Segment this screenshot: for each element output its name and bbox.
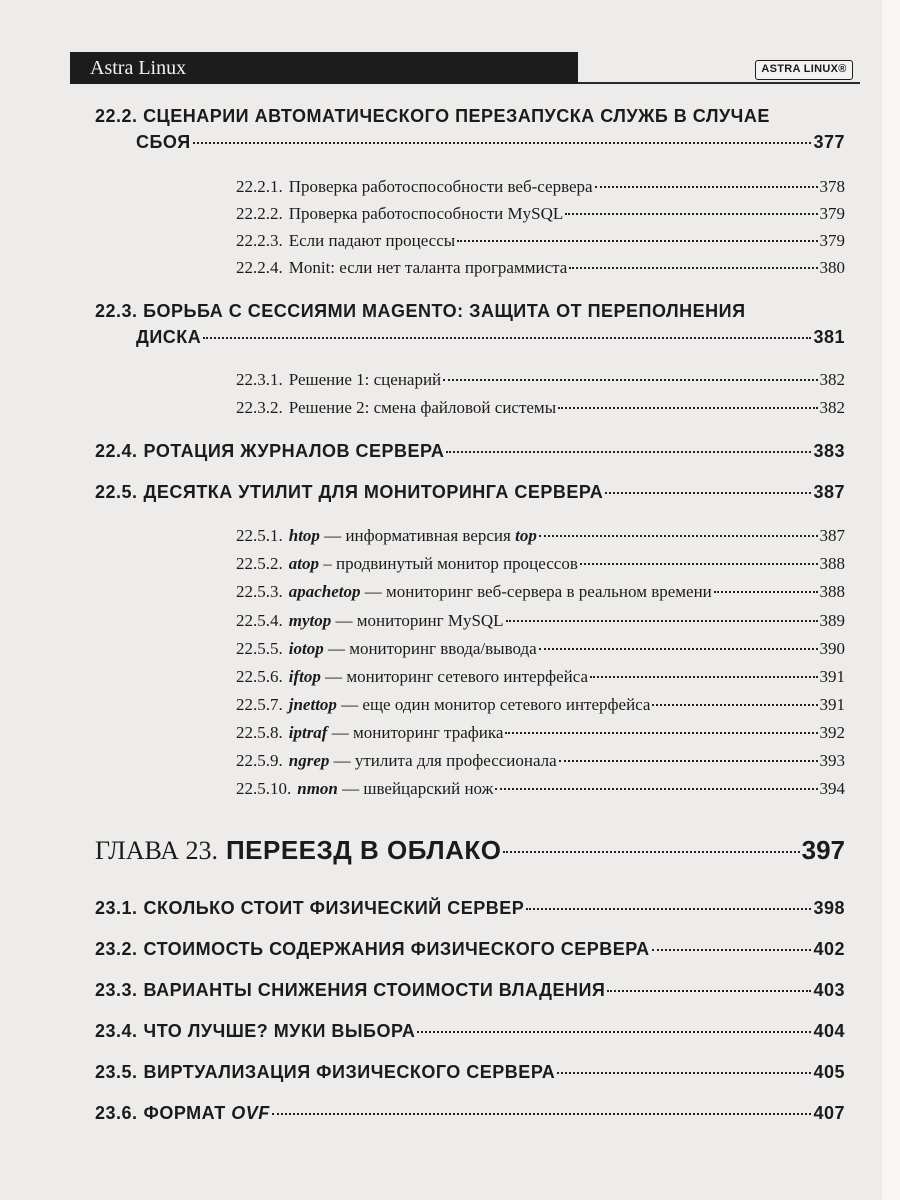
entry-title: — мониторинг ввода/вывода xyxy=(323,639,537,658)
toc-section-23-5[interactable] xyxy=(95,1062,845,1083)
section-number: 23.5. xyxy=(95,1062,138,1082)
toc-section-23-2[interactable] xyxy=(95,939,845,960)
toc-section-22-4[interactable] xyxy=(95,441,845,462)
tool-name: apachetop xyxy=(288,582,361,601)
dot-leader xyxy=(652,704,817,706)
page-number: 393 xyxy=(819,751,845,770)
page-number: 382 xyxy=(819,370,845,389)
section-title: БОРЬБА С СЕССИЯМИ MAGENTO: ЗАЩИТА ОТ ПЕРЕПОЛНЕНИЯ xyxy=(143,301,746,321)
tool-name: ngrep xyxy=(288,751,330,770)
entry-title: — мониторинг трафика xyxy=(327,723,504,742)
section-number: 23.6. xyxy=(95,1103,138,1123)
entry-number: 22.5.1. xyxy=(236,526,283,545)
entry-title: Решение 1: сценарий xyxy=(288,370,442,389)
entry-title: — информативная версия xyxy=(319,526,516,545)
section-title: ФОРМАТ xyxy=(143,1103,232,1123)
toc-section-23-4[interactable] xyxy=(95,1021,845,1042)
toc-entry[interactable] xyxy=(236,231,845,251)
entry-title: Если падают процессы xyxy=(288,231,456,250)
toc-entry[interactable] xyxy=(236,751,845,771)
toc-entry[interactable] xyxy=(236,526,845,546)
section-title: ВАРИАНТЫ СНИЖЕНИЯ СТОИМОСТИ ВЛАДЕНИЯ xyxy=(143,980,606,1000)
tool-name: mytop xyxy=(288,611,332,630)
entry-title: — утилита для профессионала xyxy=(329,751,557,770)
page-number: 405 xyxy=(813,1062,845,1082)
section-title: СКОЛЬКО СТОИТ ФИЗИЧЕСКИЙ СЕРВЕР xyxy=(143,898,525,918)
dot-leader xyxy=(193,142,812,144)
section-number: 22.2. xyxy=(95,106,138,126)
toc-entry[interactable] xyxy=(236,204,845,224)
entry-number: 22.3.2. xyxy=(236,398,283,417)
tool-name: atop xyxy=(288,554,319,573)
page-number: 407 xyxy=(813,1103,845,1123)
section-title: ЧТО ЛУЧШЕ? МУКИ ВЫБОРА xyxy=(143,1021,416,1041)
section-title-tail: OVF xyxy=(231,1103,270,1123)
dot-leader xyxy=(506,620,818,622)
section-title: СТОИМОСТЬ СОДЕРЖАНИЯ ФИЗИЧЕСКОГО СЕРВЕРА xyxy=(143,939,650,959)
toc-section-23-1[interactable] xyxy=(95,898,845,919)
dot-leader xyxy=(557,1072,811,1074)
dot-leader xyxy=(714,591,818,593)
astra-linux-logo xyxy=(755,60,853,80)
toc-entry[interactable] xyxy=(236,611,845,631)
page-number: 388 xyxy=(819,582,845,601)
toc-entry[interactable] xyxy=(236,639,845,659)
header-rule xyxy=(578,82,860,84)
entry-number: 22.2.4. xyxy=(236,258,283,277)
entry-number: 22.2.1. xyxy=(236,177,283,196)
entry-number: 22.2.2. xyxy=(236,204,283,223)
page-number: 380 xyxy=(819,258,845,277)
toc-section-22-2[interactable] xyxy=(95,132,845,153)
dot-leader xyxy=(272,1113,812,1115)
tool-name: iotop xyxy=(288,639,324,658)
toc-entry[interactable] xyxy=(236,258,845,278)
toc-entry[interactable] xyxy=(236,582,845,602)
entry-title: Проверка работоспособности веб-сервера xyxy=(288,177,593,196)
toc-entry[interactable] xyxy=(236,723,845,743)
toc-entry[interactable] xyxy=(236,370,845,390)
entry-number: 22.5.2. xyxy=(236,554,283,573)
page-number: 392 xyxy=(819,723,845,742)
entry-number: 22.3.1. xyxy=(236,370,283,389)
dot-leader xyxy=(503,851,799,853)
tool-name: iftop xyxy=(288,667,321,686)
section-title: РОТАЦИЯ ЖУРНАЛОВ СЕРВЕРА xyxy=(143,441,445,461)
entry-title: Проверка работоспособности MySQL xyxy=(288,204,564,223)
page-number: 387 xyxy=(813,482,845,502)
page-number: 404 xyxy=(813,1021,845,1041)
section-number: 23.2. xyxy=(95,939,138,959)
page-number: 387 xyxy=(819,526,845,545)
toc-entry[interactable] xyxy=(236,177,845,197)
header-title: Astra Linux xyxy=(90,57,187,79)
dot-leader xyxy=(203,337,811,339)
entry-number: 22.5.8. xyxy=(236,723,283,742)
page-number: 394 xyxy=(819,779,845,798)
entry-number: 22.5.5. xyxy=(236,639,283,658)
entry-title: Monit: если нет таланта программиста xyxy=(288,258,568,277)
page-number: 377 xyxy=(813,132,845,152)
page-number: 382 xyxy=(819,398,845,417)
entry-number: 22.5.10. xyxy=(236,779,292,798)
page-number: 403 xyxy=(813,980,845,1000)
logo-text: ASTRA LINUX® xyxy=(761,63,847,75)
toc-section-23-6[interactable] xyxy=(95,1103,845,1124)
page-number: 379 xyxy=(819,204,845,223)
tool-name: iptraf xyxy=(288,723,328,742)
page-number: 383 xyxy=(813,441,845,461)
dot-leader xyxy=(495,788,817,790)
section-title: ВИРТУАЛИЗАЦИЯ ФИЗИЧЕСКОГО СЕРВЕРА xyxy=(143,1062,556,1082)
entry-number: 22.2.3. xyxy=(236,231,283,250)
page-number: 381 xyxy=(813,327,845,347)
section-number: 22.4. xyxy=(95,441,138,461)
entry-title: Решение 2: смена файловой системы xyxy=(288,398,557,417)
entry-number: 22.5.4. xyxy=(236,611,283,630)
chapter-title: ПЕРЕЕЗД В ОБЛАКО xyxy=(225,835,502,865)
section-title-cont: ДИСКА xyxy=(136,327,202,347)
toc-section-22-2-line1[interactable] xyxy=(95,106,770,127)
entry-title: — мониторинг веб-сервера в реальном времени xyxy=(360,582,712,601)
dot-leader xyxy=(446,451,811,453)
toc-section-23-3[interactable] xyxy=(95,980,845,1001)
dot-leader xyxy=(457,240,817,242)
dot-leader xyxy=(505,732,817,734)
section-number: 23.1. xyxy=(95,898,138,918)
entry-title: — мониторинг сетевого интерфейса xyxy=(320,667,589,686)
dot-leader xyxy=(526,908,811,910)
section-number: 22.5. xyxy=(95,482,138,502)
dot-leader xyxy=(559,760,818,762)
entry-number: 22.5.7. xyxy=(236,695,283,714)
dot-leader xyxy=(590,676,817,678)
dot-leader xyxy=(605,492,811,494)
toc-entry[interactable] xyxy=(236,779,845,799)
entry-number: 22.5.3. xyxy=(236,582,283,601)
tool-name: htop xyxy=(288,526,320,545)
toc-entry[interactable] xyxy=(236,695,845,715)
page-number: 389 xyxy=(819,611,845,630)
dot-leader xyxy=(565,213,817,215)
page-number: 391 xyxy=(819,667,845,686)
entry-title: — швейцарский нож xyxy=(337,779,494,798)
tool-name: nmon xyxy=(297,779,338,798)
page-number: 397 xyxy=(801,835,845,865)
page-number: 402 xyxy=(813,939,845,959)
toc-section-22-3[interactable] xyxy=(95,327,845,348)
page-number: 378 xyxy=(819,177,845,196)
entry-number: 22.5.9. xyxy=(236,751,283,770)
running-header xyxy=(70,52,578,84)
entry-number: 22.5.6. xyxy=(236,667,283,686)
section-number: 22.3. xyxy=(95,301,138,321)
section-number: 23.4. xyxy=(95,1021,138,1041)
entry-title: — мониторинг MySQL xyxy=(331,611,504,630)
dot-leader xyxy=(580,563,818,565)
toc-section-22-5[interactable] xyxy=(95,482,845,503)
dot-leader xyxy=(595,186,818,188)
page-number: 391 xyxy=(819,695,845,714)
section-number: 23.3. xyxy=(95,980,138,1000)
page-number: 379 xyxy=(819,231,845,250)
dot-leader xyxy=(443,379,817,381)
page-number: 398 xyxy=(813,898,845,918)
toc-entry[interactable] xyxy=(236,667,845,687)
dot-leader xyxy=(607,990,811,992)
toc-section-22-3-line1[interactable] xyxy=(95,301,746,322)
section-title-cont: СБОЯ xyxy=(136,132,191,152)
page-number: 388 xyxy=(819,554,845,573)
dot-leader xyxy=(569,267,817,269)
dot-leader xyxy=(417,1031,811,1033)
entry-title: – продвинутый монитор процессов xyxy=(318,554,578,573)
page-number: 390 xyxy=(819,639,845,658)
entry-title-tail: top xyxy=(515,526,537,545)
toc-entry[interactable] xyxy=(236,398,845,418)
tool-name: jnettop xyxy=(288,695,337,714)
toc-entry[interactable] xyxy=(236,554,845,574)
section-title: ДЕСЯТКА УТИЛИТ ДЛЯ МОНИТОРИНГА СЕРВЕРА xyxy=(143,482,604,502)
page-edge xyxy=(882,0,900,1200)
section-title: СЦЕНАРИИ АВТОМАТИЧЕСКОГО ПЕРЕЗАПУСКА СЛУЖБ В СЛУЧАЕ xyxy=(143,106,770,126)
dot-leader xyxy=(652,949,812,951)
dot-leader xyxy=(539,535,818,537)
toc-chapter-23[interactable] xyxy=(95,835,845,866)
entry-title: — еще один монитор сетевого интерфейса xyxy=(336,695,651,714)
chapter-label: ГЛАВА 23. xyxy=(95,836,218,865)
dot-leader xyxy=(539,648,818,650)
dot-leader xyxy=(558,407,817,409)
